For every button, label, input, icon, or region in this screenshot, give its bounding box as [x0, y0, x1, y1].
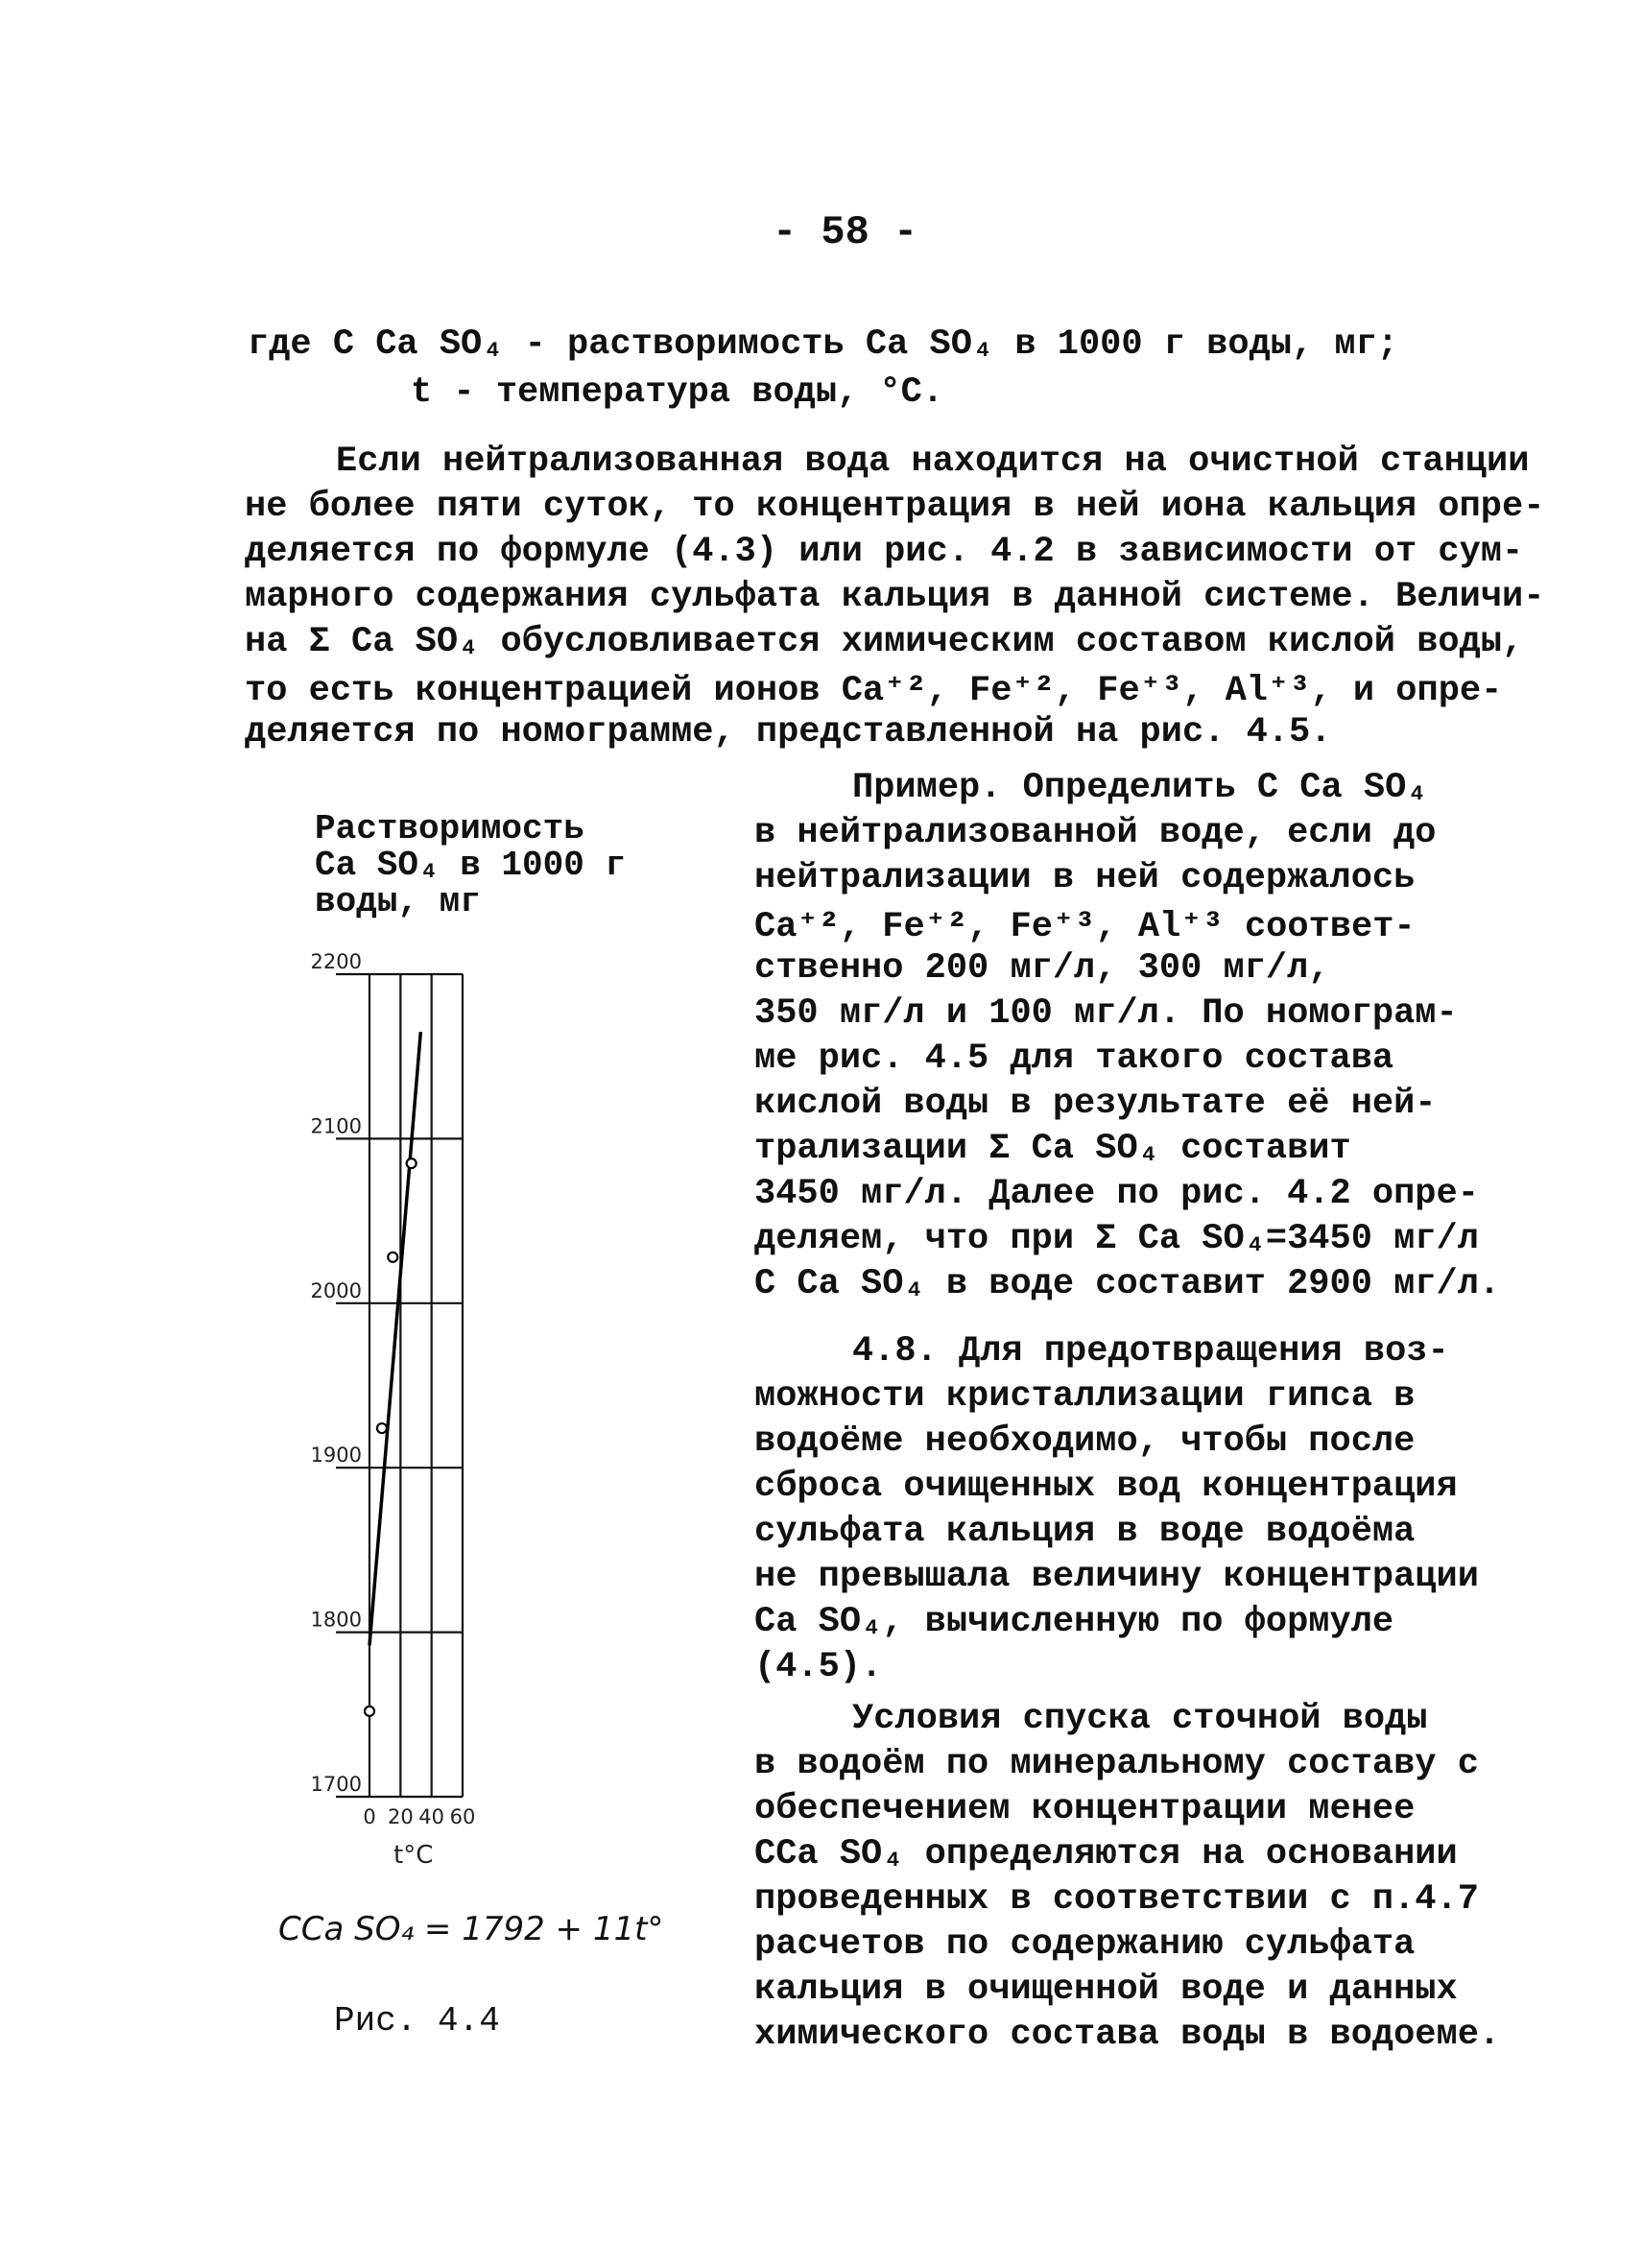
chart-ylabel-1: Растворимость	[315, 809, 584, 848]
example-line: в нейтрализованной воде, если до	[754, 813, 1437, 853]
chart-grid	[336, 974, 463, 1797]
y-tick-label: 2000	[310, 1278, 362, 1302]
definition-line-1: где C Ca SO₄ - растворимость Ca SO₄ в 1000 г воды, мг;	[248, 324, 1398, 365]
chart-x-ticks	[363, 1805, 475, 1828]
data-point	[377, 1423, 387, 1433]
main-line: марного содержания сульфата кальция в данной системе. Величи-	[245, 577, 1545, 617]
example-line: C Ca SO₄ в воде составит 2900 мг/л.	[754, 1264, 1501, 1304]
section-line: не превышала величину концентрации	[754, 1557, 1479, 1597]
example-line: ственно 200 мг/л, 300 мг/л,	[754, 948, 1330, 989]
chart-xlabel: t°C	[393, 1841, 434, 1870]
conditions-line: CCa SO₄ определяются на основании	[754, 1834, 1458, 1874]
section-line: (4.5).	[754, 1647, 883, 1687]
fit-line	[369, 1032, 420, 1645]
example-line: 350 мг/л и 100 мг/л. По номограм-	[754, 993, 1458, 1034]
example-line: деляем, что при Σ Ca SO₄=3450 мг/л	[754, 1219, 1479, 1259]
conditions-line: химического состава воды в водоеме.	[754, 2015, 1501, 2055]
figure-formula: CCa SO₄ = 1792 + 11t°	[278, 1910, 664, 1948]
main-line: не более пяти суток, то концентрация в ней иона кальция опре-	[245, 487, 1545, 527]
x-tick-label: 20	[387, 1805, 414, 1828]
section-line: можности кристаллизации гипса в	[754, 1376, 1416, 1417]
example-line: ме рис. 4.5 для такого состава	[754, 1039, 1394, 1079]
x-tick-label: 0	[363, 1805, 376, 1828]
main-line: на Σ Ca SO₄ обусловливается химическим составом кислой воды,	[245, 622, 1524, 662]
example-line: трализации Σ Ca SO₄ составит	[754, 1129, 1351, 1169]
example-line: Пример. Определить C Ca SO₄	[852, 768, 1428, 808]
x-tick-label: 40	[418, 1805, 445, 1828]
example-line: кислой воды в результате её ней-	[754, 1084, 1437, 1124]
section-line: Ca SO₄, вычисленную по формуле	[754, 1602, 1394, 1642]
chart-series	[365, 1032, 420, 1716]
conditions-line: обеспечением концентрации менее	[754, 1789, 1416, 1829]
conditions-line: в водоём по минеральному составу с	[754, 1744, 1479, 1784]
section-line: сульфата кальция в воде водоёма	[754, 1512, 1416, 1552]
y-tick-label: 1700	[310, 1773, 362, 1796]
y-tick-label: 1800	[310, 1608, 362, 1632]
conditions-line: Условия спуска сточной воды	[852, 1699, 1428, 1739]
x-tick-label: 60	[449, 1805, 476, 1828]
figure-caption: Рис. 4.4	[334, 2001, 500, 2041]
definition-line-2: t - температура воды, °C.	[411, 372, 944, 413]
main-line: то есть концентрацией ионов Ca⁺², Fe⁺², Fe⁺³, Al⁺³, и опре-	[245, 671, 1503, 711]
main-line: деляется по номограмме, представленной на рис. 4.5.	[245, 712, 1332, 752]
chart-y-ticks	[311, 950, 362, 1796]
main-line: деляется по формуле (4.3) или рис. 4.2 в зависимости от сум-	[245, 532, 1524, 572]
main-line: Если нейтрализованная вода находится на очистной станции	[336, 442, 1530, 482]
section-line: 4.8. Для предотвращения воз-	[852, 1331, 1449, 1372]
example-line: нейтрализации в ней содержалось	[754, 858, 1416, 898]
section-line: сброса очищенных вод концентрация	[754, 1467, 1458, 1507]
conditions-line: проведенных в соответствии с п.4.7	[754, 1879, 1479, 1920]
y-tick-label: 2100	[310, 1114, 362, 1138]
example-line: Ca⁺², Fe⁺², Fe⁺³, Al⁺³ соответ-	[754, 907, 1416, 947]
conditions-line: кальция в очищенной воде и данных	[754, 1970, 1458, 2010]
page-number: - 58 -	[773, 209, 918, 255]
data-point	[365, 1707, 374, 1716]
y-tick-label: 2200	[310, 950, 362, 973]
data-point	[388, 1253, 397, 1262]
chart-ylabel-2: Ca SO₄ в 1000 г	[315, 846, 627, 885]
y-tick-label: 1900	[310, 1444, 362, 1468]
conditions-line: расчетов по содержанию сульфата	[754, 1924, 1416, 1965]
data-point	[407, 1158, 417, 1168]
section-line: водоёме необходимо, чтобы после	[754, 1421, 1416, 1462]
solubility-chart	[288, 950, 518, 1862]
example-line: 3450 мг/л. Далее по рис. 4.2 опре-	[754, 1174, 1479, 1214]
chart-ylabel-3: воды, мг	[315, 882, 481, 921]
